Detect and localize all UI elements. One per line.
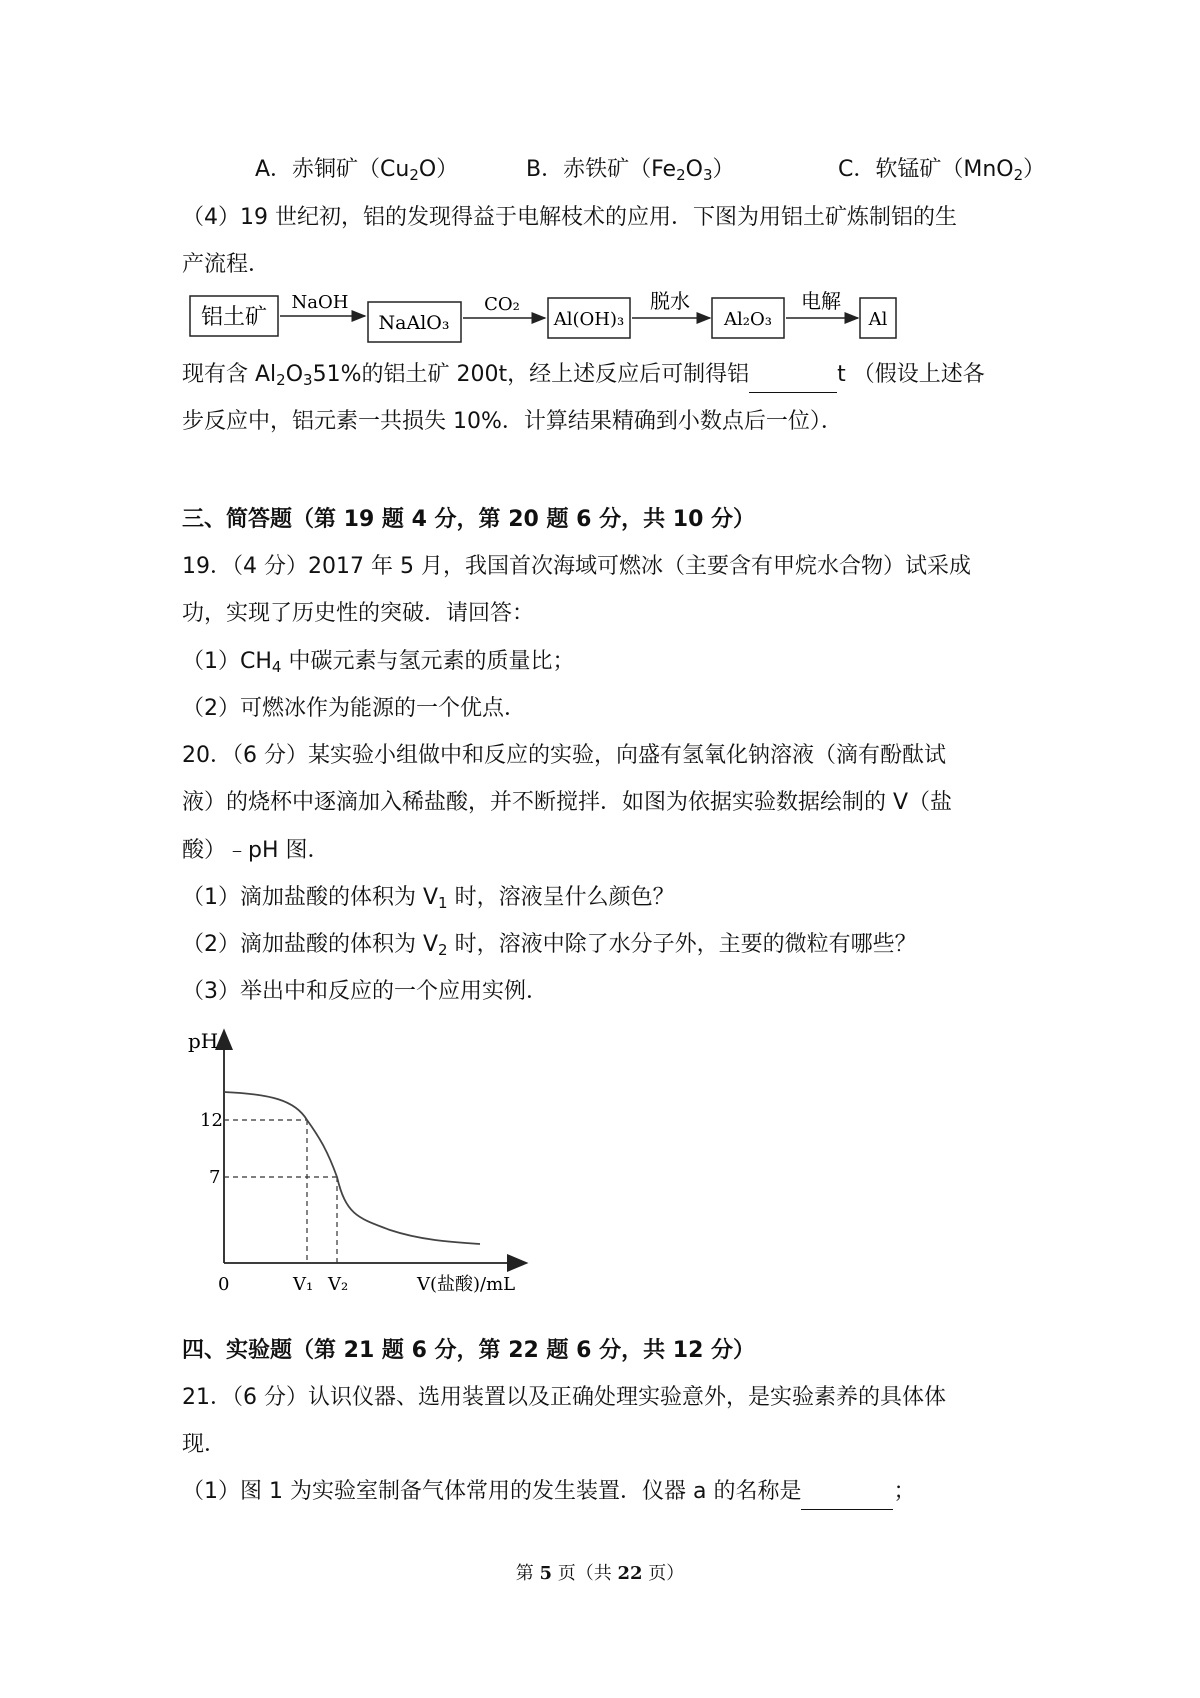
option-a: A．赤铜矿$(Cu_2O)$ xyxy=(255,157,459,184)
flow-arrow-dehydrate: 脱水 xyxy=(650,289,690,313)
q4-line3: 现有含 $Al_2O_351\%$的铝土矿 200t，经上述反应后可制得铝 t （假设上述各 xyxy=(182,360,985,393)
y-tick-7: 7 xyxy=(209,1167,221,1188)
flow-box-al-label: Al xyxy=(868,309,888,330)
q20-sub1: （1）滴加盐酸的体积为 $V_1$ 时，溶液呈什么颜色？ xyxy=(182,885,675,912)
flow-box-naalo3-label: NaAlO₃ xyxy=(378,312,450,334)
section3-heading: 三、简答题（第 19 题 4 分，第 20 题 6 分，共 10 分） xyxy=(182,507,756,532)
q20-line1: 20．（6 分）某实验小组做中和反应的实验，向盛有氢氧化钠溶液（滴有酚酞试 xyxy=(182,743,946,768)
x-tick-v1: V₁ xyxy=(293,1274,314,1295)
q19-sub2: （2）可燃冰作为能源的一个优点． xyxy=(182,696,526,721)
y-tick-12: 12 xyxy=(200,1110,223,1131)
x-tick-v2: V₂ xyxy=(328,1274,349,1295)
q4-line2: 产流程． xyxy=(182,252,271,277)
q19-line2: 功，实现了历史性的突破．请回答： xyxy=(182,601,535,626)
flow-arrow-electrolysis: 电解 xyxy=(801,289,841,313)
flow-arrow-naoh: NaOH xyxy=(291,292,349,313)
q21-line1: 21．（6 分）认识仪器、选用装置以及正确处理实验意外，是实验素养的具体体 xyxy=(182,1385,946,1410)
option-c: C．软锰矿（MnO$_2$） xyxy=(838,157,1046,184)
q19-sub1: $(1)CH_4$ 中碳元素与氢元素的质量比； xyxy=(182,649,575,676)
q20-line2: 液）的烧杯中逐滴加入稀盐酸，并不断搅拌．如图为依据实验数据绘制的 V（盐 xyxy=(182,790,953,815)
flow-arrow-co2: CO₂ xyxy=(484,294,520,315)
x-tick-0: 0 xyxy=(218,1274,230,1295)
q19-line1: 19．（4 分）2017 年 5 月，我国首次海域可燃冰（主要含有甲烷水合物）试采成 xyxy=(182,554,971,579)
q21-sub1: （1）图 1 为实验室制备气体常用的发生装置．仪器 a 的名称是 ； xyxy=(182,1477,915,1510)
option-b: B．赤铁矿$(Fe_2O_3)$ xyxy=(526,157,735,184)
ph-titration-chart xyxy=(180,1020,540,1300)
q20-sub3: （3）举出中和反应的一个应用实例． xyxy=(182,979,548,1004)
answer-blank-aluminum-mass[interactable] xyxy=(749,362,837,393)
flow-box-al2o3-label: Al₂O₃ xyxy=(724,309,772,330)
answer-options xyxy=(0,155,1200,187)
q4-line4: 步反应中，铝元素一共损失 10%．计算结果精确到小数点后一位）． xyxy=(182,409,843,434)
ph-curve xyxy=(224,1092,480,1244)
flow-box-aloh3-label: Al(OH)₃ xyxy=(553,309,625,330)
flow-box-bauxite-label: 铝土矿 xyxy=(200,305,268,330)
q4-line1: （4）19 世纪初，铝的发现得益于电解枝术的应用．下图为用铝土矿炼制铝的生 xyxy=(182,205,957,230)
answer-blank-instrument-a[interactable] xyxy=(801,1479,893,1510)
q20-line3: 酸）﹣pH 图． xyxy=(182,838,330,863)
page-footer: 第 5 页（共 22 页） xyxy=(515,1563,685,1584)
aluminum-process-flow xyxy=(180,288,900,350)
q20-sub2: （2）滴加盐酸的体积为 $V_2$ 时，溶液中除了水分子外，主要的微粒有哪些？ xyxy=(182,932,917,959)
x-axis-label: V(盐酸)/mL xyxy=(417,1274,516,1295)
q21-line2: 现． xyxy=(182,1432,227,1457)
section4-heading: 四、实验题（第 21 题 6 分，第 22 题 6 分，共 12 分） xyxy=(182,1338,756,1363)
y-axis-label: pH xyxy=(188,1029,219,1053)
